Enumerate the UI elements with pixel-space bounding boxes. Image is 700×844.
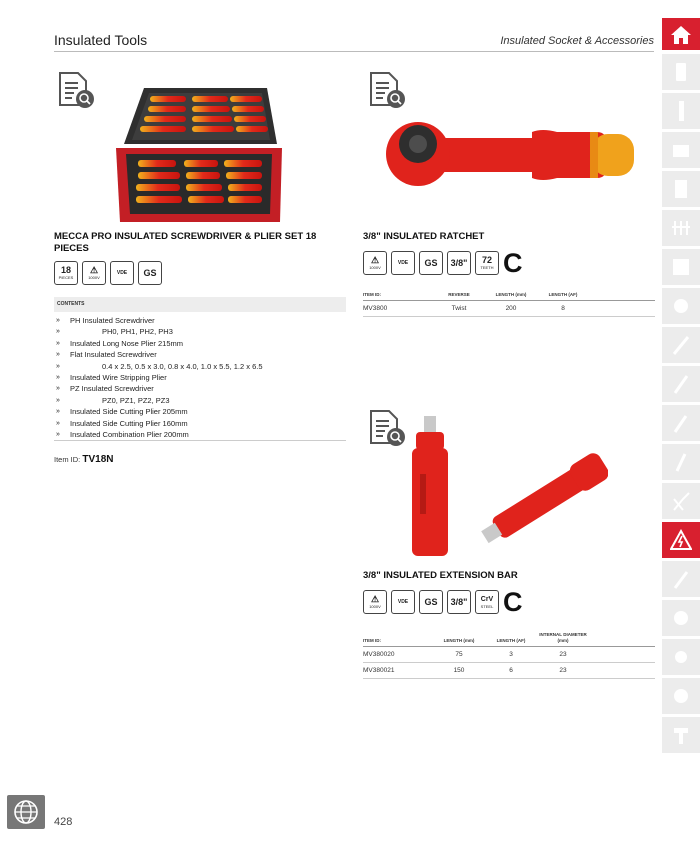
contents-item	[54, 406, 346, 417]
header-divider	[54, 51, 654, 52]
chapter-tabs	[662, 18, 700, 756]
tab-screwdrivers[interactable]	[662, 327, 700, 363]
vde-badge	[391, 590, 415, 614]
page-number: 428	[54, 816, 73, 828]
table-cell: 75	[433, 647, 485, 663]
document-search-icon[interactable]	[367, 409, 407, 449]
column-header: LENGTH (AF)	[537, 292, 589, 301]
table-cell: 8	[537, 301, 589, 317]
contents-item-text: Insulated Side Cutting Plier 160mm	[70, 418, 188, 428]
tab-toolbox[interactable]	[662, 132, 700, 168]
contents-divider	[54, 440, 346, 441]
tab-wrenches[interactable]	[662, 93, 700, 129]
gear-icon	[670, 295, 692, 317]
vde-label: VDE	[397, 259, 409, 266]
tab-misc[interactable]	[662, 717, 700, 753]
ratchet-spec-table	[363, 292, 655, 317]
vde-label: VDE	[116, 269, 128, 276]
vde-badge	[391, 251, 415, 275]
contents-item-text: PH0, PH1, PH2, PH3	[102, 327, 173, 337]
tab-sets[interactable]	[662, 210, 700, 246]
teeth-count: 72	[481, 255, 492, 265]
material-sublabel: STEEL	[480, 604, 494, 609]
home-tab[interactable]	[662, 18, 700, 50]
socket-icon	[670, 61, 692, 83]
voltage-badge	[82, 261, 106, 285]
tab-chisels[interactable]	[662, 444, 700, 480]
bullet-arrow-icon: »	[56, 362, 60, 370]
contents-item-text: Insulated Side Cutting Plier 205mm	[70, 407, 188, 417]
warning-icon: ⚠	[370, 255, 380, 265]
subsection-title: Insulated Socket & Accessories	[500, 35, 654, 47]
gs-label: GS	[424, 257, 438, 268]
extension-bar-spec-table	[363, 632, 655, 679]
table-row	[363, 647, 655, 663]
toolbox-icon	[670, 139, 692, 161]
voltage-label: 1000V	[88, 275, 100, 280]
bullet-arrow-icon: »	[56, 351, 60, 359]
pieces-badge	[54, 261, 78, 285]
product-title-screwdriver-set	[54, 231, 344, 255]
pliers-icon	[670, 490, 692, 512]
knife-icon	[670, 568, 692, 590]
tab-bits[interactable]	[662, 366, 700, 402]
screwdriver-icon	[670, 334, 692, 356]
product-badges	[54, 261, 162, 285]
globe-icon	[7, 795, 45, 829]
material-label: CrV	[480, 596, 494, 603]
contents-item-text: PZ0, PZ1, PZ2, PZ3	[102, 395, 170, 405]
table-cell: 150	[433, 663, 485, 679]
bullet-arrow-icon: »	[56, 419, 60, 427]
ratchet-badges	[363, 248, 523, 278]
disc-icon	[670, 685, 692, 707]
bullet-arrow-icon: »	[56, 317, 60, 324]
extension-bar-badges	[363, 587, 523, 617]
pieces-label: PIECES	[58, 275, 74, 280]
warning-icon: ⚠	[370, 594, 380, 604]
contents-item	[54, 361, 346, 372]
table-cell: MV380020	[363, 647, 433, 663]
item-id-value: TV18N	[82, 454, 114, 465]
tab-pliers[interactable]	[662, 483, 700, 519]
ratchet-image	[382, 110, 637, 200]
contents-item	[54, 429, 346, 440]
table-cell: 23	[537, 663, 589, 679]
tab-power[interactable]	[662, 639, 700, 675]
contents-item	[54, 326, 346, 337]
contents-item	[54, 338, 346, 349]
bullet-arrow-icon: »	[56, 431, 60, 439]
contents-list	[54, 315, 346, 440]
column-header: REVERSE	[433, 292, 485, 301]
contents-item-text: Insulated Long Nose Plier 215mm	[70, 338, 183, 348]
chisel-icon	[670, 451, 692, 473]
bullet-arrow-icon: »	[56, 374, 60, 382]
tab-accessories[interactable]	[662, 288, 700, 324]
table-row	[363, 663, 655, 679]
table-cell: 23	[537, 647, 589, 663]
contents-item	[54, 383, 346, 394]
drive-size-label: 3/8"	[450, 596, 468, 607]
voltage-badge	[363, 590, 387, 614]
bullet-arrow-icon: »	[56, 328, 60, 336]
product-title-ratchet: 3/8" INSULATED RATCHET	[363, 231, 485, 242]
table-cell: 200	[485, 301, 537, 317]
table-cell: 6	[485, 663, 537, 679]
product-title-extension-bar: 3/8" INSULATED EXTENSION BAR	[363, 570, 518, 581]
bullet-arrow-icon: »	[56, 385, 60, 393]
tab-sockets[interactable]	[662, 54, 700, 90]
saw-blade-icon	[670, 646, 692, 668]
contents-item-text: PZ Insulated Screwdriver	[70, 384, 154, 394]
drive-size-badge	[447, 251, 471, 275]
contents-item	[54, 372, 346, 383]
gs-label: GS	[424, 596, 438, 607]
voltage-label: 1000V	[369, 265, 381, 270]
tab-insulated[interactable]	[662, 522, 700, 558]
tool-set-icon	[670, 217, 692, 239]
contents-item-text: Flat Insulated Screwdriver	[70, 350, 157, 360]
home-icon	[670, 25, 692, 45]
clamp-icon	[670, 724, 692, 746]
website-button[interactable]	[7, 795, 45, 829]
tab-measuring[interactable]	[662, 600, 700, 636]
table-cell	[589, 663, 655, 679]
table-cell: MV380021	[363, 663, 433, 679]
column-header: INTERNAL DIAMETER (mm)	[537, 632, 589, 647]
tape-icon	[670, 607, 692, 629]
item-id-label: Item ID:	[54, 455, 81, 464]
table-cell: MV3800	[363, 301, 433, 317]
item-id	[54, 454, 113, 465]
warning-icon: ⚠	[89, 265, 99, 275]
hammer-icon	[670, 412, 692, 434]
vde-badge	[110, 261, 134, 285]
column-header	[589, 292, 655, 301]
gs-badge	[419, 251, 443, 275]
brand-c-logo: C	[503, 248, 523, 278]
contents-item	[54, 349, 346, 360]
column-header: LENGTH (mm)	[433, 632, 485, 647]
contents-item	[54, 395, 346, 406]
contents-item-text: Insulated Combination Plier 200mm	[70, 430, 189, 440]
high-voltage-icon	[670, 529, 692, 551]
section-title: Insulated Tools	[54, 32, 148, 48]
column-header: ITEM ID:	[363, 632, 433, 647]
drive-size-label: 3/8"	[450, 257, 468, 268]
contents-item	[54, 418, 346, 429]
drive-size-badge	[447, 590, 471, 614]
bullet-arrow-icon: »	[56, 408, 60, 416]
brand-c-logo: C	[503, 587, 523, 617]
bullet-arrow-icon: »	[56, 339, 60, 347]
screwdriver-set-case-image	[112, 80, 287, 228]
teeth-badge	[475, 251, 499, 275]
table-row	[363, 301, 655, 317]
document-search-icon[interactable]	[56, 71, 96, 111]
bullet-arrow-icon: »	[56, 396, 60, 404]
tab-cutting[interactable]	[662, 561, 700, 597]
tab-chests[interactable]	[662, 249, 700, 285]
gs-badge	[419, 590, 443, 614]
table-cell	[589, 301, 655, 317]
extension-bar-image	[408, 414, 608, 559]
cabinet-icon	[670, 178, 692, 200]
voltage-badge	[363, 251, 387, 275]
tab-abrasives[interactable]	[662, 678, 700, 714]
product-title-line2: PIECES	[54, 243, 89, 254]
contents-header: CONTENTS	[54, 297, 346, 312]
vde-label: VDE	[397, 598, 409, 605]
teeth-label: TEETH	[480, 265, 494, 270]
voltage-label: 1000V	[369, 604, 381, 609]
document-search-icon[interactable]	[367, 71, 407, 111]
table-cell: 3	[485, 647, 537, 663]
pieces-count: 18	[60, 265, 71, 275]
tab-storage[interactable]	[662, 171, 700, 207]
wrench-icon	[670, 100, 692, 122]
gs-label: GS	[143, 267, 157, 278]
gs-badge	[138, 261, 162, 285]
product-title-line1: MECCA PRO INSULATED SCREWDRIVER & PLIER SET 18	[54, 231, 317, 242]
tab-hammers[interactable]	[662, 405, 700, 441]
contents-item-text: 0.4 x 2.5, 0.5 x 3.0, 0.8 x 4.0, 1.0 x 5.5, 1.2 x 6.5	[102, 361, 263, 371]
contents-item	[54, 315, 346, 326]
column-header	[589, 632, 655, 647]
bit-icon	[670, 373, 692, 395]
table-cell: Twist	[433, 301, 485, 317]
contents-item-text: Insulated Wire Stripping Plier	[70, 373, 167, 383]
contents-item-text: PH Insulated Screwdriver	[70, 316, 155, 325]
column-header: LENGTH (AF)	[485, 632, 537, 647]
column-header: LENGTH (mm)	[485, 292, 537, 301]
column-header: ITEM ID:	[363, 292, 433, 301]
chest-icon	[670, 256, 692, 278]
material-badge	[475, 590, 499, 614]
table-cell	[589, 647, 655, 663]
